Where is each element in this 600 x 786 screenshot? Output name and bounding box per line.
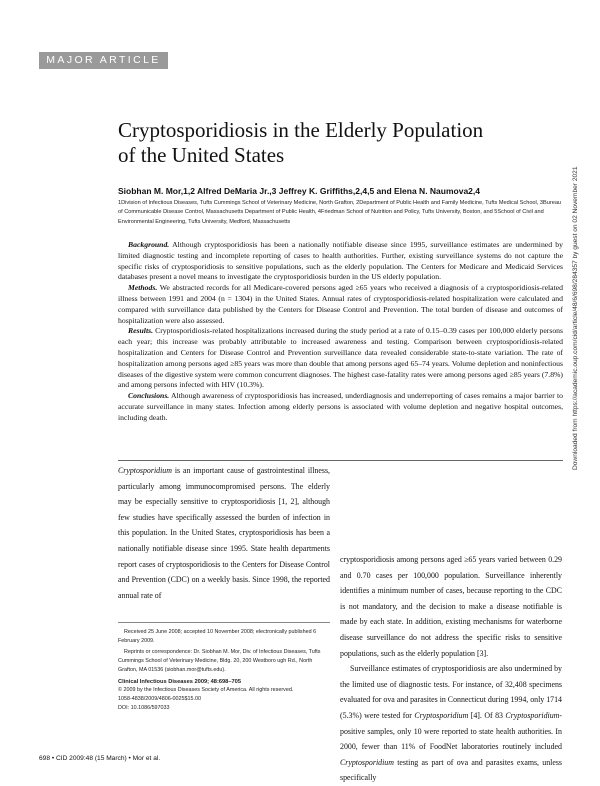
- methods-text: We abstracted records for all Medicare-covered persons aged ≥65 years who received a diagnosis of a cryptosporidiosis-related illness between 1991 and 2004 (n = 1304) in the United States. Annual rates of cryptosporidiosis-related hospitalization were calculated and compared with surveillance data published by the Centers for Disease Control and Prevention. The total burden of disease and outcomes of hospitalization were also assessed.: [118, 283, 563, 325]
- page-footer: 698 • CID 2009:48 (15 March) • Mor et al.: [39, 755, 161, 762]
- methods-label: Methods.: [128, 283, 158, 293]
- article-title: [118, 118, 518, 168]
- body-column-left: [118, 463, 330, 603]
- intro-paragraph: [118, 463, 330, 603]
- results-label: Results.: [128, 326, 153, 336]
- abstract-divider: [118, 460, 563, 461]
- article-type-banner: MAJOR ARTICLE: [39, 52, 168, 69]
- title-line-2: of the United States: [118, 143, 285, 167]
- received-note: Received 25 June 2008; accepted 10 November 2008; electronically published 6 February 2009.: [118, 629, 317, 644]
- conclusions-text: Although awareness of cryptosporidiosis has increased, underdiagnosis and underreporting of cases remains a major barrier to accurate surveillance in many states. Infection among elderly persons is associated with volume depletion and negative hospital outcomes, including death.: [118, 391, 563, 422]
- p2-part-a: Surveillance estimates of cryptosporidiosis are also undermined by the limited use of diagnostic tests. For instance, of 32,408 specimens evaluated for ova and parasites in Connecticut during 1994, only 1714 (5.3%) were tested for: [340, 664, 562, 720]
- body-column-right: [340, 552, 562, 786]
- abstract-methods: [118, 283, 563, 326]
- download-watermark: Downloaded from https://academic.oup.com/cid/article/48/6/698/284357 by guest on 02 November 2021: [572, 166, 579, 470]
- article-notes: [118, 628, 330, 712]
- p2-organism-3: Cryptosporidium: [340, 757, 394, 767]
- author-list: Siobhan M. Mor,1,2 Alfred DeMaria Jr.,3 Jeffrey K. Griffiths,2,4,5 and Elena N. Naumova2,4: [118, 186, 480, 196]
- p2-organism-2: Cryptosporidium: [505, 710, 560, 720]
- conclusions-label: Conclusions.: [128, 391, 170, 401]
- background-text: Although cryptosporidiosis has been a nationally notifiable disease since 1995, surveillance estimates are undermined by limited diagnostic testing and incomplete reporting of cases to health authorities. Further, existing surveillance systems do not capture the specific risks of cryptosporidiosis to sensitive populations, such as the elderly population. The Centers for Medicare and Medicaid Services databases present a novel means to investigate the cryptosporidiosis burden in the US elderly population.: [118, 240, 563, 282]
- abstract: [118, 240, 563, 424]
- p2-organism-1: Cryptosporidium: [414, 710, 469, 720]
- right-paragraph-1: cryptosporidiosis among persons aged ≥65 years varied between 0.29 and 0.70 cases per 100,000 population. Surveillance inherently identifies a minimum number of cases, because reporting to the CDC is not mandatory, and the decision to make a disease notifiable is made by each state. In addition, existing mechanisms for waterborne disease surveillance do not address the specific risks to sensitive populations, such as the elderly population [3].: [340, 555, 562, 658]
- results-text: Cryptosporidiosis-related hospitalizations increased during the study period at a rate of 0.15–0.39 cases per 100,000 elderly persons each year; this increase was probably attributable to increased awareness and testing. Comparison between cryptosporidiosis-related hospitalization and Centers for Disease Control and Prevention surveillance data revealed considerable state-to-state variation. The rate of hospitalization among persons aged ≥85 years was more than double that among persons aged 65–74 years. Volume depletion and noninfectious diseases of the digestive system were common concurrent diagnoses. The highest case-fatality rates were among persons aged ≥85 years (7.8%) and among persons infected with HIV (10.3%).: [118, 326, 563, 390]
- right-paragraph-2: [340, 661, 562, 786]
- title-line-1: Cryptosporidiosis in the Elderly Population: [118, 118, 484, 142]
- issn-note: 1058-4838/2009/4806-0025$15.00: [118, 695, 202, 702]
- affiliations: 1Division of Infectious Diseases, Tufts Cummings School of Veterinary Medicine, North Grafton, 2Department of Public Health and Family Medicine, Tufts Medical School, 3Bureau of Communicable Disease Control, Massachusetts Department of Public Health, 4Friedman School of Nutrition and Policy, Tufts University, Boston, and 5School of Civil and Environmental Engineering, Tufts University, Medford, Massachusetts: [118, 200, 562, 225]
- copyright-note: © 2009 by the Infectious Diseases Society of America. All rights reserved.: [118, 687, 294, 694]
- p2-part-b: [4]. Of 83: [468, 710, 506, 720]
- abstract-results: [118, 326, 563, 391]
- intro-lead-organism: Cryptosporidium: [118, 466, 172, 475]
- journal-citation: Clinical Infectious Diseases 2009; 48:698–705: [118, 678, 241, 685]
- abstract-background: [118, 240, 563, 283]
- p2-part-c: -positive samples, only 10 were reported to state health authorities. In 2000, fewer than 11% of FoodNet laboratories routinely included: [340, 710, 562, 752]
- background-label: Background.: [128, 240, 170, 249]
- abstract-conclusions: [118, 391, 563, 423]
- p2-part-d: testing as part of ova and parasites exams, unless specifically: [340, 757, 562, 783]
- notes-divider: [118, 622, 330, 623]
- intro-text: is an important cause of gastrointestinal illness, particularly among immunocompromised persons. The elderly may be especially sensitive to cryptosporidiosis [1, 2], although few studies have specifically assessed the burden of infection in this population. In the United States, cryptosporidiosis has been a nationally notifiable disease since 1995. State health departments report cases of cryptosporidiosis to the Centers for Disease Control and Prevention (CDC) on a weekly basis. Since 1998, the reported annual rate of: [118, 466, 330, 600]
- doi-note: DOI: 10.1086/597033: [118, 704, 170, 711]
- reprints-note: Reprints or correspondence: Dr. Siobhan M. Mor, Div. of Infectious Diseases, Tufts Cummings School of Veterinary Medicine, Bldg. 20, 200 Westboro ugh Rd., North Grafton, MA 01536 (siobhan.mor@tufts.edu).: [118, 649, 321, 673]
